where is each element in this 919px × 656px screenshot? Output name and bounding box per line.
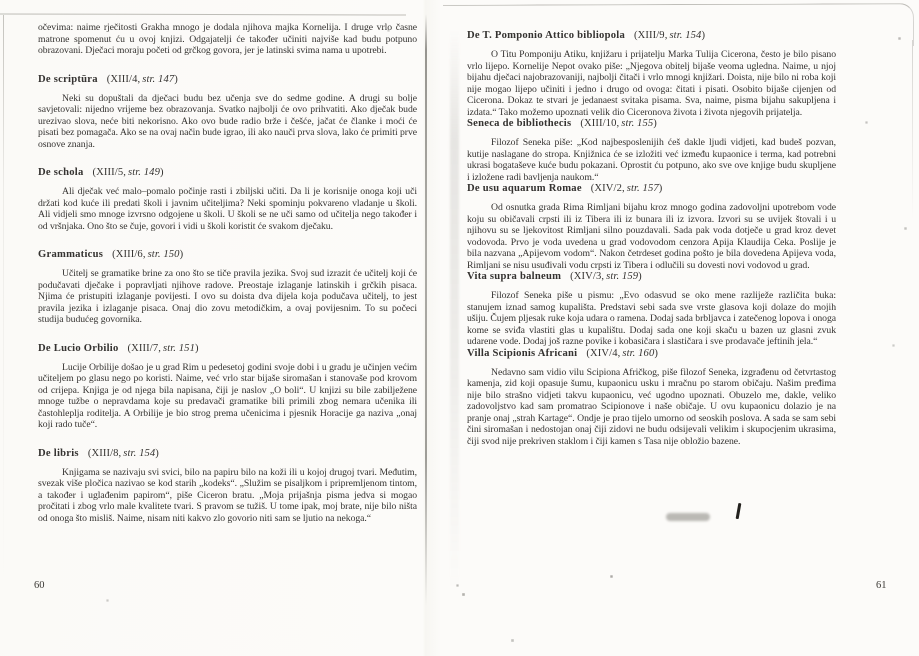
section-ref-page: str. 150 xyxy=(147,249,180,260)
section-paragraph: O Titu Pomponiju Atiku, knjižaru i prijatelju Marka Tulija Cicerona, često je bilo pisano vrlo lijepo. Kornelije Nepot ovako piše: „Njegova obitelj bijaše veoma ugledna. Naime, u njoj bijahu dječaci najobrazovaniji, najbolji čitači i vrlo mnogi knjižari. Doista, nije bilo ni roba koji nije mogao lijepo učiniti i jedno i drugo od ovoga: čitati i pisati. Osobito bijaše cijenjen od Cicerona. Dokaz te stvari je jedanaest svitaka pisama. Sva, naime, pisma bijahu sakupljena i izdata.“ Tako možemo upoznati velik dio Ciceronova života i života njegovih prijatelja. xyxy=(467,49,836,118)
section-ref-page: str. 157 xyxy=(626,183,659,194)
section-paragraph: Od osnutka grada Rima Rimljani bijahu kroz mnogo godina zadovoljni upotrebom vode koju su običavali crpsti ili iz Tibera ili iz bunara ili iz izvora. Izvori su se uvijek štovali i u njihovu su se ljekovitost Rimljani silno pouzdavali. Sada pak voda dotječe u grad kroz devet vodovoda. Prvo je voda uvedena u grad vodovodom cenzora Apija Klaudija Ceka. Poslije je bila nazvana „Apijevom vodom“. Nakon četrdeset godina pošto je bila dovedena Apijeva voda, Rimljani se nisu usuđivali vodu crpsti iz Tibera i odlučili su dovesti novi vodovod u grad. xyxy=(467,202,836,271)
section-reference xyxy=(93,167,164,178)
section-seneca-de-bibliothecis xyxy=(467,118,836,183)
section-ref-page: str. 155 xyxy=(621,118,654,129)
section-ref-number: (XIII/5, xyxy=(92,167,126,178)
section-paragraph: Knjigama se nazivaju svi svici, bilo na papiru bilo na koži ili u kojoj drugoj tvari. Međutim, svezak više pločica nazivao se kod starih „kodeks“. „Služim se pisaljkom i pripremljenom tintom, a također i uglađenim papirom“, piše Ciceron bratu. „Moja prijašnja pisma jedva si mogao pročitati i zbog vrlo male kvalitete tvari. S pravom se tužiš. U tome ipak, moj brate, nije bilo ništa od onoga što misliš. Naime, nisam niti kakvo zlo govorio niti sam se ljutio na nekoga.“ xyxy=(38,466,417,524)
section-reference xyxy=(570,271,642,282)
section-paragraph: Filozof Seneka piše: „Kod najbesposlenijih ćeš dakle ljudi vidjeti, kad budeš pozvan, kutije naslagane do stropa. Knjižnica će se izložiti već između kupaonice i terma, kad potrebni ukrasi bogataševe kuće budu pokazani. Oprostit ću potpuno, ako sve ove knjige budu skupljene i izložene radi bavljenja naukom.“ xyxy=(467,137,836,183)
section-paragraph: Učitelj se gramatike brine za ono što se tiče pravila jezika. Svoj sud izrazit će učitelj koji će podučavati dječake i popravljati njihove radove. Preostaje izlaganje latinskih i grčkih pisaca. Njima će pristupiti izlaganje povijesti. I ovo su doista dva dijela koja podučava učitelj, to jest pravila jezika i izlaganje pisaca. Onaj dio zovu metodičkim, a ovaj povijesnim. To su počeci studija budućeg govornika. xyxy=(38,268,417,325)
section-ref-number: (XIII/7, xyxy=(127,342,161,354)
section-paragraph: Neki su dopuštali da dječaci budu bez učenja sve do sedme godine. A drugi su bolje savjetovali: nijedno vrijeme bez obrazovanja. Svatko najbolji će ovo prihvatiti. Ako dječak bude urezivao slova, neće biti nekorisno. Ako ovo bude radio brže i češće, jačat će članke i moći će pisati bez pomagača. Ako se na ovaj način bude igrao, ili ako nauči prva slova, lako će primiti prve osnove znanja. xyxy=(38,92,417,150)
book-gutter-shadow xyxy=(450,30,459,590)
section-ref-number: (XIV/2, xyxy=(590,183,625,194)
section-ref-number: (XIV/4, xyxy=(586,347,621,359)
section-grammaticus xyxy=(38,249,417,326)
page-edge-line-left xyxy=(3,15,4,585)
book-gutter-line xyxy=(425,14,427,606)
section-ref-page: str. 154 xyxy=(123,447,156,459)
section-ref-close: ) xyxy=(654,347,658,359)
section-reference xyxy=(586,348,658,359)
section-ref-page: str. 159 xyxy=(606,271,639,282)
section-ref-page: str. 147 xyxy=(142,73,175,85)
section-ref-number: (XIII/4, xyxy=(106,73,141,85)
section-paragraph: Ali dječak već malo–pomalo počinje rasti i zbiljski učiti. Da li je korisnije onoga koji uči držati kod kuće ili predati školi i javnim učiteljima? Neki spominju pokvareno vladanje u školi. Ali vidjeli smo mnoge izvrsno odgojene u školi. U školi se ne uči samo od učitelja nego također i od vršnjaka. Ono što se čuje, govori i vidi u školi koristit će svakom dječaku. xyxy=(38,186,417,232)
section-ref-page: str. 149 xyxy=(127,167,160,178)
scan-noise-specks xyxy=(0,0,1,1)
section-reference xyxy=(88,448,159,459)
section-heading xyxy=(467,118,836,130)
section-title: De schola xyxy=(38,167,84,178)
section-paragraph: Nedavno sam vidio vilu Scipiona Afričkog, piše filozof Seneka, izgrađenu od četvrtastog kamenja, zid koji opasuje šumu, kupaonicu usku i mračnu po starom običaju. Našim pređima nije bilo strašno vidjeti takvu kupaonicu, već ugodno upoznati. Obuzelo me, dakle, veliko zadovoljstvo kad sam promatrao Scipionove i naše običaje. U ovu kupaonicu dolazio je na pranje onaj „strah Kartage“. Ondje je prao tijelo umorno od seoskih poslova. A sada se sam sebi čini siromašan i nedostojan onaj čiji zidovi ne budu odsijevali velikim i skupocjenim ukrasima, čiji svod nije prekriven staklom i čiji kamen s Tasa nije obložio bazene. xyxy=(467,366,836,447)
section-ref-close: ) xyxy=(179,249,184,260)
page-number-right: 61 xyxy=(876,580,887,591)
section-title: De Lucio Orbilio xyxy=(38,342,119,354)
section-heading xyxy=(467,348,836,360)
section-ref-page: str. 160 xyxy=(622,347,655,359)
section-de-t-pomponio-attico xyxy=(467,30,836,118)
section-de-schola xyxy=(38,167,417,232)
section-de-usu-aquarum-romae xyxy=(467,183,836,271)
section-ref-number: (XIII/8, xyxy=(87,447,122,459)
section-reference xyxy=(107,74,178,85)
section-title: De usu aquarum Romae xyxy=(467,183,582,194)
section-ref-number: (XIII/10, xyxy=(580,118,620,129)
section-heading xyxy=(38,74,417,86)
section-ref-page: str. 154 xyxy=(669,30,702,41)
continuation-paragraph: očevima: naime rječitosti Grakha mnogo je dodala njihova majka Kornelija. I druge vrlo časne matrone spomenut ću u ovoj knjizi. Odgajatelji će također učiniti najviše kad budu potpuno obrazovani. Dječaci moraju početi od grčkog govora, jer je latinski svima nama u upotrebi. xyxy=(38,22,417,56)
section-ref-page: str. 151 xyxy=(162,342,195,354)
section-ref-close: ) xyxy=(159,167,164,178)
section-heading xyxy=(467,183,836,195)
section-vita-supra-balneum xyxy=(467,271,836,348)
section-ref-number: (XIII/9, xyxy=(634,30,668,41)
section-ref-close: ) xyxy=(194,342,199,354)
section-heading xyxy=(38,448,417,460)
section-title: De T. Pomponio Attico bibliopola xyxy=(467,30,625,41)
page-edge-line-top-left xyxy=(0,13,406,15)
section-ref-close: ) xyxy=(174,73,178,85)
section-reference xyxy=(112,249,183,260)
section-reference xyxy=(591,183,663,194)
section-title: Villa Scipionis Africani xyxy=(467,347,578,359)
section-title: Seneca de bibliothecis xyxy=(467,118,572,129)
section-villa-scipionis-africani xyxy=(467,348,836,448)
section-title: De libris xyxy=(38,447,79,459)
section-ref-close: ) xyxy=(653,118,657,129)
pen-stroke-mark xyxy=(736,503,741,519)
section-title: Vita supra balneum xyxy=(467,271,562,282)
section-de-scriptura xyxy=(38,74,417,151)
section-ref-close: ) xyxy=(638,271,642,282)
left-page xyxy=(38,22,417,524)
section-heading xyxy=(38,167,417,179)
section-de-libris xyxy=(38,448,417,525)
section-reference xyxy=(128,343,199,354)
section-ref-number: (XIII/6, xyxy=(112,249,146,260)
section-title: Grammaticus xyxy=(38,249,104,260)
section-heading xyxy=(467,30,836,42)
right-page xyxy=(467,30,836,447)
page-edge-line-right xyxy=(912,40,913,220)
section-ref-close: ) xyxy=(155,447,159,459)
section-ref-number: (XIV/3, xyxy=(570,271,605,282)
section-heading xyxy=(38,249,417,261)
section-de-lucio-orbilio xyxy=(38,343,417,431)
section-reference xyxy=(580,118,657,129)
section-heading xyxy=(467,271,836,283)
section-paragraph: Lucije Orbilije došao je u grad Rim u pedesetoj godini svoje dobi i u gradu je učinjen većim učiteljem po glasu nego po koristi. Naime, već vrlo star bijaše siromašan i stanovaše pod krovom od crijepa. Knjiga je od njega bila napisana, čiji je naslov „O boli“. U knjizi su bile zabilježene mnoge tužbe o nepravdama koje su predavači gramatike bili primili zbog nemara učenika ili častohleplja roditelja. A Orbilije je bio strog prema učenicima i pjesnik Horacije ga naziva „onaj koji rado tuče“. xyxy=(38,361,417,430)
section-ref-close: ) xyxy=(701,30,706,41)
section-heading xyxy=(38,343,417,355)
ink-smudge xyxy=(666,513,710,521)
section-ref-close: ) xyxy=(658,183,663,194)
page-number-left: 60 xyxy=(34,580,45,591)
section-title: De scriptūra xyxy=(38,73,98,85)
section-paragraph: Filozof Seneka piše u pismu: „Evo odasvud se oko mene razliježe različita buka: stanujem iznad samog kupališta. Predstavi sebi sada sve vrste glasova koji dolaze do mojih ušiju. Čujem pljesak ruke koja udara o ramena. Dodaj sada brbljavca i zatečenog lopova i onoga kome se sviđa vlastiti glas u kupalištu. Dodaj sada one koji skaču u bazen uz glasni zvuk udarene vode. Dodaj još razne povike i kobasičara i slastičara i sve prodavače jeftinih jela.“ xyxy=(467,290,836,347)
section-reference xyxy=(634,30,705,41)
